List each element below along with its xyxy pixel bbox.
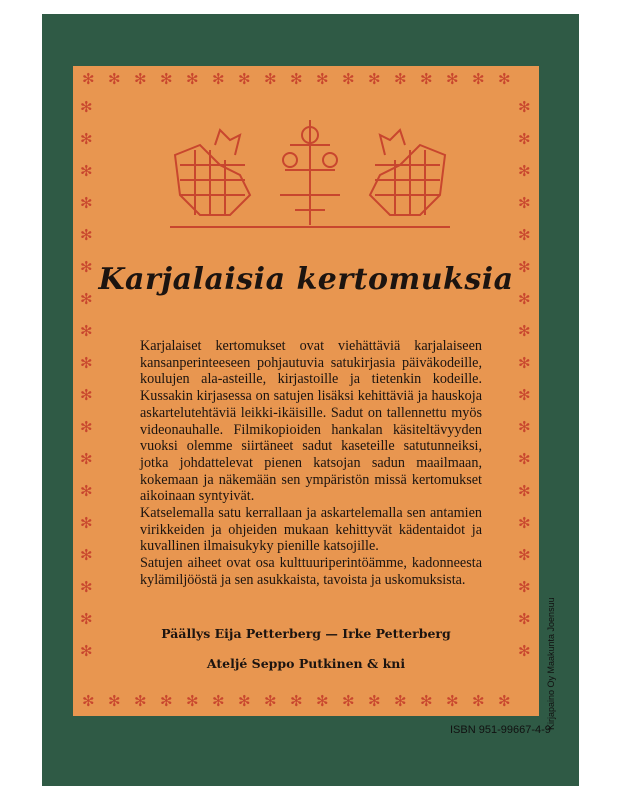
ornament-star-icon: ✻ xyxy=(518,418,531,436)
ornament-star-icon: ✻ xyxy=(420,70,433,88)
ornament-star-icon: ✻ xyxy=(518,546,531,564)
ornament-star-icon: ✻ xyxy=(212,692,225,710)
ornament-star-icon: ✻ xyxy=(518,642,531,660)
ornament-star-icon: ✻ xyxy=(446,692,459,710)
ornament-star-icon: ✻ xyxy=(368,70,381,88)
ornament-star-icon: ✻ xyxy=(518,98,531,116)
ornament-star-icon: ✻ xyxy=(80,386,93,404)
ornament-star-icon: ✻ xyxy=(498,70,511,88)
ornament-star-icon: ✻ xyxy=(80,162,93,180)
ornament-star-icon: ✻ xyxy=(264,692,277,710)
ornament-star-icon: ✻ xyxy=(518,450,531,468)
ornament-star-icon: ✻ xyxy=(186,692,199,710)
description-paragraph: Satujen aiheet ovat osa kulttuuriperintöämme, kadonneesta kylämiljööstä ja sen asukkaista, tavoista ja uskomuksista. xyxy=(140,555,482,588)
ornament-star-icon: ✻ xyxy=(498,692,511,710)
ornament-star-icon: ✻ xyxy=(134,70,147,88)
ornament-star-icon: ✻ xyxy=(518,482,531,500)
ornament-star-icon: ✻ xyxy=(518,290,531,308)
ornament-star-icon: ✻ xyxy=(290,70,303,88)
ornament-star-icon: ✻ xyxy=(518,130,531,148)
ornament-star-icon: ✻ xyxy=(342,692,355,710)
ornament-star-icon: ✻ xyxy=(264,70,277,88)
ornament-star-icon: ✻ xyxy=(82,70,95,88)
bird-left-icon xyxy=(175,130,250,215)
book-title: Karjalaisia kertomuksia xyxy=(98,262,514,297)
ornament-star-icon: ✻ xyxy=(80,642,93,660)
description xyxy=(140,338,482,589)
ornament-star-icon: ✻ xyxy=(80,290,93,308)
ornament-star-icon: ✻ xyxy=(518,578,531,596)
embroidery-motif xyxy=(160,115,460,235)
ornament-star-icon: ✻ xyxy=(518,194,531,212)
ornament-star-icon: ✻ xyxy=(80,226,93,244)
cover-credit: Päällys Eija Petterberg — Irke Petterberg xyxy=(161,626,451,641)
ornament-star-icon: ✻ xyxy=(472,692,485,710)
ornament-star-icon: ✻ xyxy=(108,692,121,710)
ornament-star-icon: ✻ xyxy=(518,354,531,372)
ornament-star-icon: ✻ xyxy=(80,610,93,628)
ornament-star-icon: ✻ xyxy=(316,70,329,88)
ornament-star-icon: ✻ xyxy=(518,226,531,244)
studio-credit: Ateljé Seppo Putkinen & kni xyxy=(206,656,406,671)
ornament-star-icon: ✻ xyxy=(80,98,93,116)
ornament-star-icon: ✻ xyxy=(238,692,251,710)
ornament-star-icon: ✻ xyxy=(518,610,531,628)
ornament-star-icon: ✻ xyxy=(290,692,303,710)
ornament-star-icon: ✻ xyxy=(80,418,93,436)
ornament-star-icon: ✻ xyxy=(80,482,93,500)
isbn: ISBN 951-99667-4-9 xyxy=(450,724,551,736)
ornament-star-icon: ✻ xyxy=(316,692,329,710)
ornament-star-icon: ✻ xyxy=(80,130,93,148)
ornament-star-icon: ✻ xyxy=(472,70,485,88)
ornament-star-icon: ✻ xyxy=(80,578,93,596)
ornament-star-icon: ✻ xyxy=(368,692,381,710)
ornament-star-icon: ✻ xyxy=(420,692,433,710)
ornament-star-icon: ✻ xyxy=(518,386,531,404)
ornament-star-icon: ✻ xyxy=(518,514,531,532)
ornament-star-icon: ✻ xyxy=(108,70,121,88)
ornament-star-icon: ✻ xyxy=(394,70,407,88)
ornament-star-icon: ✻ xyxy=(80,546,93,564)
ornament-star-icon: ✻ xyxy=(186,70,199,88)
ornament-star-icon: ✻ xyxy=(212,70,225,88)
tree-icon xyxy=(280,120,340,225)
ornament-star-icon: ✻ xyxy=(518,322,531,340)
ornament-star-icon: ✻ xyxy=(446,70,459,88)
ornament-star-icon: ✻ xyxy=(518,258,531,276)
ornament-star-icon: ✻ xyxy=(342,70,355,88)
ornament-star-icon: ✻ xyxy=(160,70,173,88)
ornament-star-icon: ✻ xyxy=(238,70,251,88)
ornament-star-icon: ✻ xyxy=(80,514,93,532)
ornament-star-icon: ✻ xyxy=(160,692,173,710)
bird-right-icon xyxy=(370,130,445,215)
description-paragraph: Katselemalla satu kerrallaan ja askartelemalla sen antamien virikkeiden ja ohjeiden mukaan kehittyvät kädentaidot ja kuvallinen ilmaisukyky pienille katsojille. xyxy=(140,505,482,555)
printer-imprint: Kirjapaino Oy Maakunta Joensuu xyxy=(546,597,556,730)
ornament-star-icon: ✻ xyxy=(518,162,531,180)
ornament-star-icon: ✻ xyxy=(134,692,147,710)
ornament-star-icon: ✻ xyxy=(80,258,93,276)
ornament-star-icon: ✻ xyxy=(80,194,93,212)
ornament-star-icon: ✻ xyxy=(80,450,93,468)
ornament-star-icon: ✻ xyxy=(394,692,407,710)
description-paragraph: Karjalaiset kertomukset ovat viehättäviä karjalaiseen kansanperinteeseen pohjautuvia satukirjasia päiväkodeille, koulujen ala-asteille, kirjastoille ja tietenkin kodeille. Kussakin kirjasessa on satujen lisäksi kehittäviä ja hauskoja askartelutehtäviä leikki-ikäisille. Sadut on tallennettu myös videonauhalle. Filmikopioiden hankalan käsiteltävyyden vuoksi olemme siirtäneet sadut kaseteille satutunneiksi, jotka johdattelevat pienen katsojan sadun maailmaan, kokemaan ja näkemään sen ympäristön missä kertomukset aikoinaan syntyivät. xyxy=(140,338,482,505)
ornament-star-icon: ✻ xyxy=(80,354,93,372)
ornament-star-icon: ✻ xyxy=(82,692,95,710)
ornament-star-icon: ✻ xyxy=(80,322,93,340)
